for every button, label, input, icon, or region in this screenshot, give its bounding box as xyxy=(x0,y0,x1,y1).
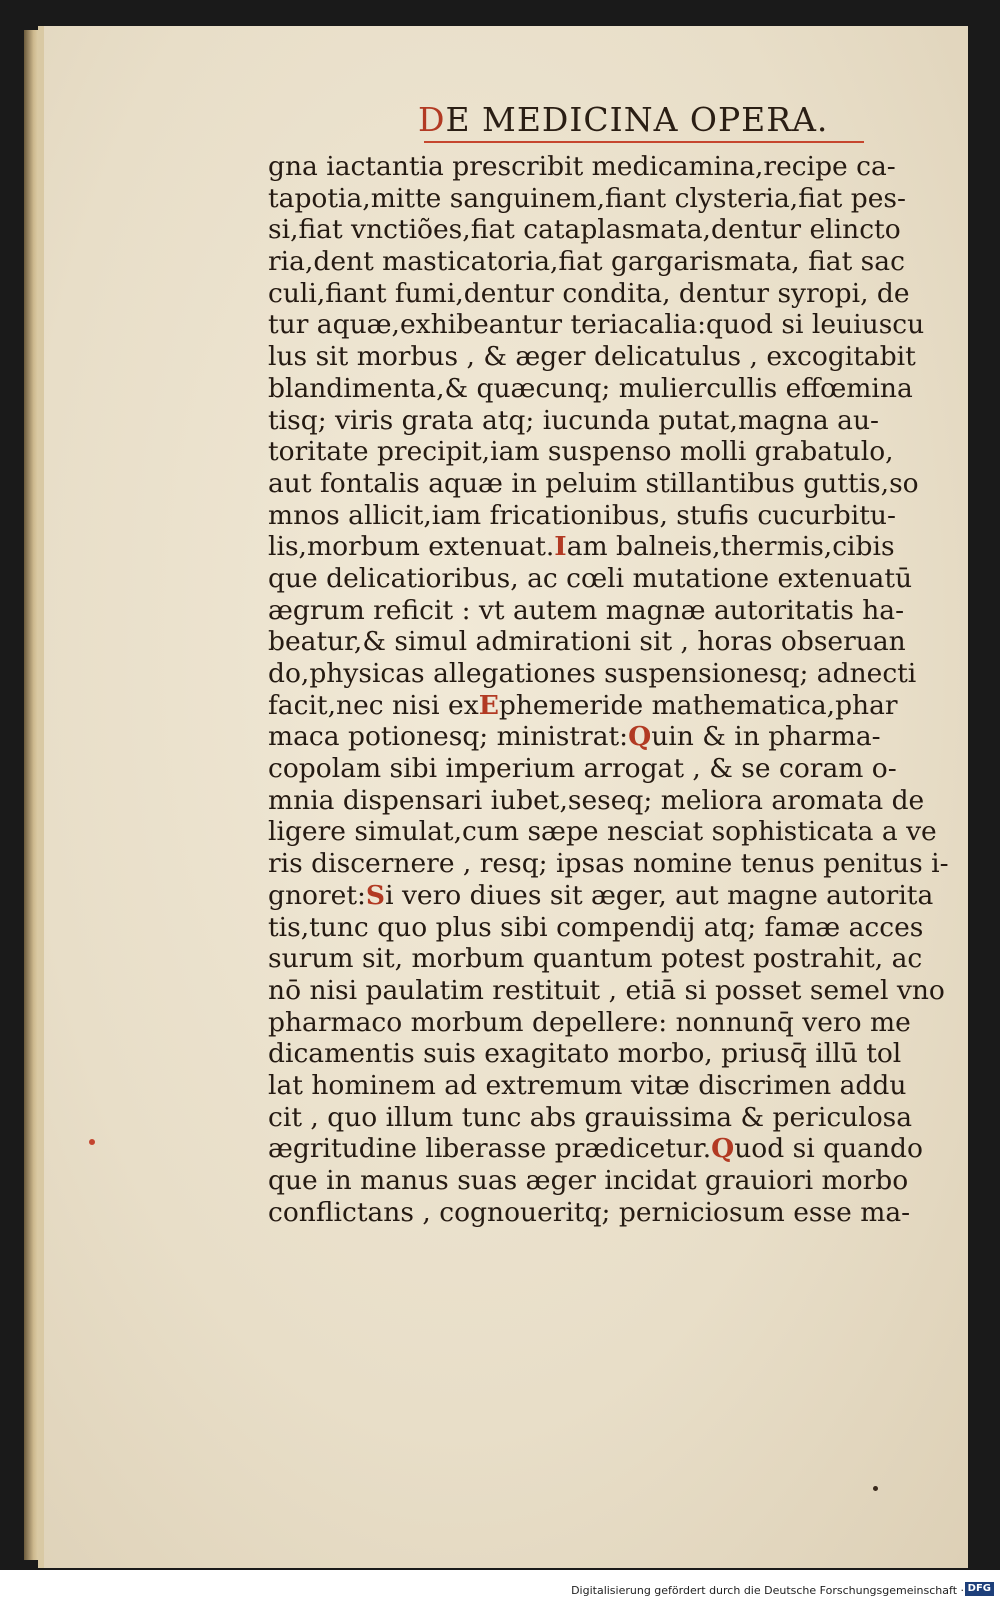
text-line: lat hominem ad extremum vitæ discrimen addu xyxy=(268,1069,907,1101)
text-line: tisq; viris grata atq; iucunda putat,magna au- xyxy=(268,404,879,436)
text-line: ria,dent masticatoria,fiat gargarismata, fiat sac xyxy=(268,246,905,278)
running-head xyxy=(418,100,898,139)
text-line: ligere simulat,cum sæpe nesciat sophisticata a ve xyxy=(268,816,937,848)
line-segment: uod si quando xyxy=(734,1133,923,1165)
text-line: cit , quo illum tunc abs grauissima & periculosa xyxy=(268,1101,913,1133)
text-line xyxy=(268,531,928,563)
text-line xyxy=(268,879,934,912)
line-segment: uin & in pharma- xyxy=(651,721,881,753)
text-line: tapotia,mitte sanguinem,fiant clysteria,fiat pes- xyxy=(268,182,906,214)
ink-speck xyxy=(873,1486,878,1491)
text-line: si,fiat vnctiões,fiat cataplasmata,dentur elincto xyxy=(268,214,901,246)
text-block xyxy=(268,151,949,1228)
text-line: copolam sibi imperium arrogat , & se coram o- xyxy=(268,753,897,785)
text-line: beatur,& simul admirationi sit , horas obseruan xyxy=(268,626,906,658)
text-line xyxy=(268,1133,928,1165)
text-line xyxy=(268,690,928,722)
running-head-text: E MEDICINA OPERA. xyxy=(445,100,829,139)
line-segment: am balneis,thermis,cibis xyxy=(566,531,895,563)
line-segment: phemeride mathematica,phar xyxy=(498,689,898,721)
text-line: mnos allicit,iam fricationibus, stufis cucurbitu- xyxy=(268,499,896,531)
text-line: pharmaco morbum depellere: nonnunq̄ vero me xyxy=(268,1006,911,1038)
running-head-initial: D xyxy=(418,100,446,139)
rubricated-initial: Q xyxy=(628,721,652,753)
dfg-logo: DFG xyxy=(965,1582,994,1596)
text-line: dicamentis suis exagitato morbo, priusq̄ illū tol xyxy=(268,1038,902,1070)
text-line: ægrum reficit : vt autem magnæ autoritatis ha- xyxy=(268,594,905,626)
rubricated-initial: E xyxy=(478,689,499,721)
text-line: que delicatioribus, ac cœli mutatione extenuatū xyxy=(268,562,913,594)
line-segment: ægritudine liberasse prædicetur. xyxy=(268,1133,712,1165)
text-line: nō nisi paulatim restituit , etiā si posset semel vno xyxy=(268,974,945,1006)
text-line: blandimenta,& quæcunq; muliercullis effœmina xyxy=(268,372,913,404)
text-line: gna iactantia prescribit medicamina,recipe ca- xyxy=(268,151,896,182)
line-segment: i vero diues sit æger, aut magne autorita xyxy=(385,879,934,911)
line-segment: facit,nec nisi ex xyxy=(268,689,479,721)
text-line: culi,fiant fumi,dentur condita, dentur syropi, de xyxy=(268,277,910,309)
running-head-rule xyxy=(424,141,864,143)
text-line: do,physicas allegationes suspensionesq; adnecti xyxy=(268,658,917,689)
line-segment: lis,morbum extenuat. xyxy=(268,531,555,563)
text-line: lus sit morbus , & æger delicatulus , excogitabit xyxy=(268,341,916,373)
text-line: tur aquæ,exhibeantur teriacalia:quod si leuiuscu xyxy=(268,309,925,341)
text-line: aut fontalis aquæ in peluim stillantibus guttis,so xyxy=(268,467,919,499)
text-line: mnia dispensari iubet,seseq; meliora aromata de xyxy=(268,784,925,816)
ink-speck xyxy=(89,1139,95,1145)
rubricated-initial: I xyxy=(554,531,567,563)
text-line: surum sit, morbum quantum potest postrahit, ac xyxy=(268,943,923,975)
rubricated-initial: Q xyxy=(711,1133,735,1165)
text-line: ris discernere , resq; ipsas nomine tenus penitus i- xyxy=(268,848,949,880)
digitization-credit: Digitalisierung gefördert durch die Deutsche Forschungsgemeinschaft · xyxy=(571,1584,964,1597)
line-segment: maca potionesq; ministrat: xyxy=(268,721,629,753)
rubricated-initial: S xyxy=(365,879,386,911)
text-line: que in manus suas æger incidat grauiori morbo xyxy=(268,1165,909,1196)
text-line: tis,tunc quo plus sibi compendij atq; famæ acces xyxy=(268,911,924,943)
text-line xyxy=(268,721,928,753)
line-segment: gnoret: xyxy=(268,879,366,911)
text-line: toritate precipit,iam suspenso molli grabatulo, xyxy=(268,436,894,468)
text-line: conflictans , cognoueritq; perniciosum esse ma- xyxy=(268,1196,911,1228)
